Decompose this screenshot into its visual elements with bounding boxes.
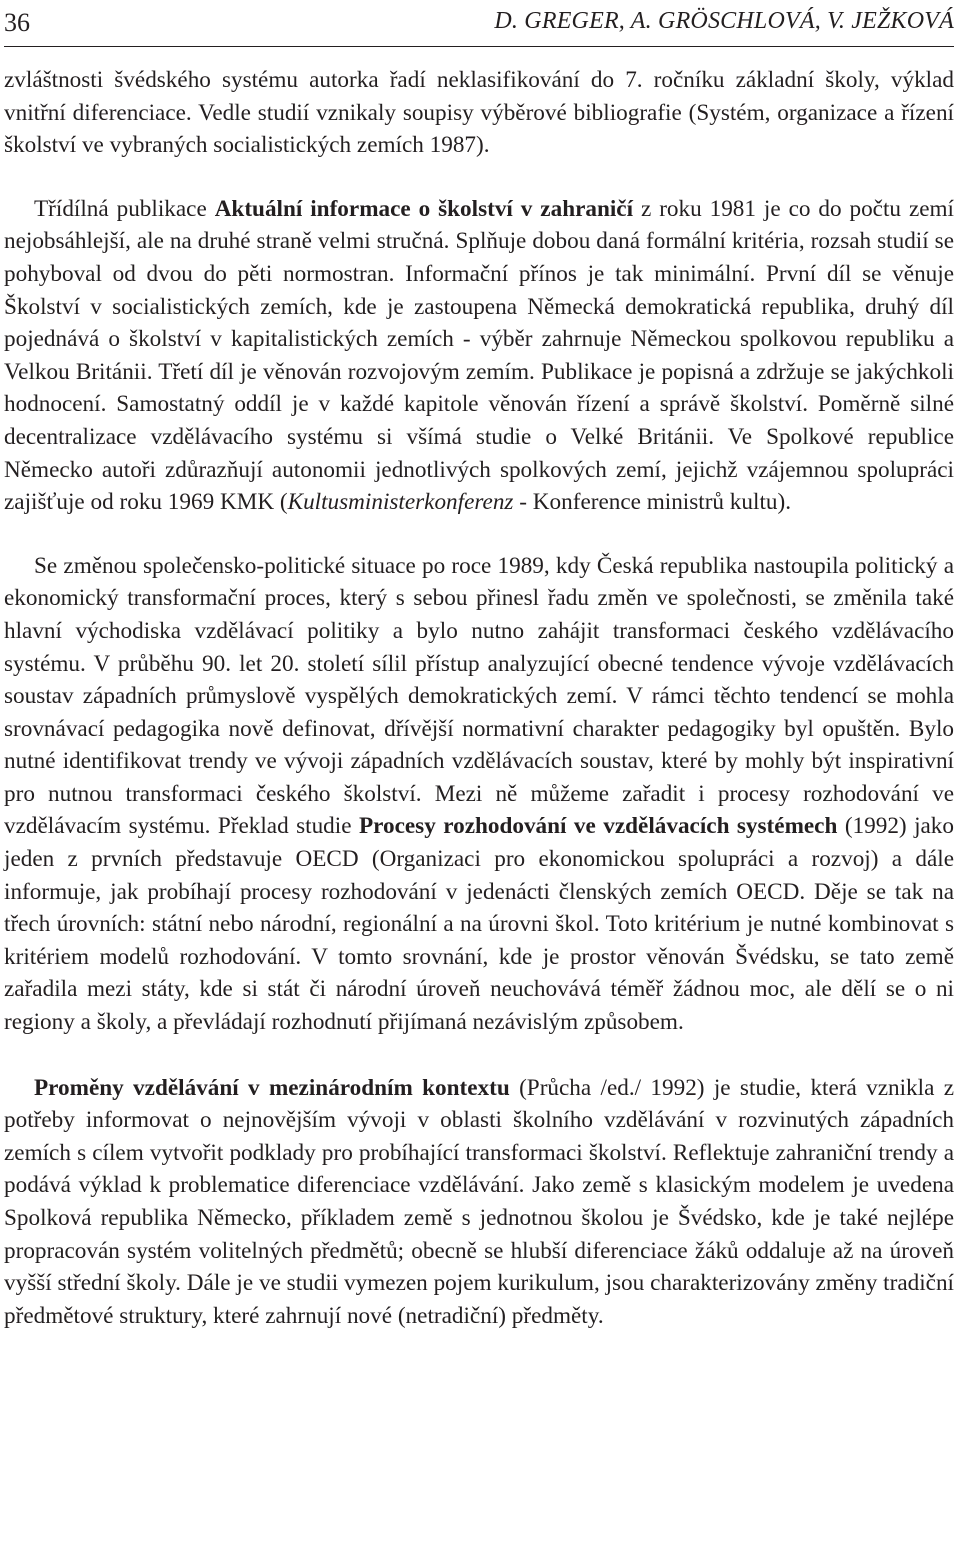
publication-title: Procesy rozhodování ve vzdělávacích systémech <box>358 813 838 840</box>
paragraph-text: Třídílná publikace <box>34 195 215 222</box>
page-header <box>4 2 954 47</box>
paragraph-3 <box>4 550 954 1039</box>
page-number: 36 <box>4 8 30 37</box>
publication-title: Aktuální informace o školství v zahraničí <box>214 195 634 222</box>
paragraph-text: Se změnou společensko-politické situace po roce 1989, kdy Česká republika nastoupila politický a ekonomický transformační proces, který s sebou přinesl řadu změn ve společnosti, se změnila také hlavní východiska vzdělávací politiky a bylo nutno zahájit transformaci českého vzdělávacího systému. V průběhu 90. let 20. století sílil přístup analyzující obecné tendence vývoje vzdělávacích soustav západních průmyslově vyspělých demokratických zemí. V rámci těchto tendencí se mohla srovnávací pedagogika nově definovat, dřívější normativní charakter pedagogiky byl opuštěn. Bylo nutné identifikovat trendy ve vývoji západních vzdělávacích soustav, které by mohly být inspirativní pro nutnou transformaci českého školství. Mezi ně můžeme zařadit i procesy rozhodování ve vzdělávacím systému. Překlad studie <box>4 552 954 840</box>
running-head-authors: D. GREGER, A. GRÖSCHLOVÁ, V. JEŽKOVÁ <box>494 8 954 34</box>
paragraph-4 <box>4 1072 954 1333</box>
publication-title: Proměny vzdělávání v mezinárodním kontextu <box>34 1074 510 1101</box>
body-text <box>4 64 954 1332</box>
paragraph-1 <box>4 64 954 162</box>
paragraph-text: (Průcha /ed./ 1992) je studie, která vznikla z potřeby informovat o nejnovějším vývoji v oblasti školního vzdělávání v rozvinutých západních zemích s cílem vytvořit podklady pro probíhající transformaci školství. Reflektuje zahraniční trendy a podává výklad k problematice diferenciace vzdělávání. Jako země s klasickým modelem je uvedena Spolková republika Německo, příkladem země s jednotnou školou je Švédsko, kde je také nejlépe propracován systém volitelných předmětů; obecně se hlubší diferenciace žáků oddaluje až na úroveň vyšší střední školy. Dále je ve studii vymezen pojem kurikulum, jsou charakterizovány změny tradiční předmětové struktury, které zahrnují nové (netradiční) předměty. <box>4 1074 954 1329</box>
paragraph-text: z roku 1981 je co do počtu zemí nejobsáhlejší, ale na druhé straně velmi stručná. Splňuje dobou daná formální kritéria, rozsah studií se pohyboval od dvou do pěti normostran. Informační přínos je tak minimální. První díl se věnuje Školství v socialistických zemích, kde je zastoupena Německá demokratická republika, druhý díl pojednává o školství v kapitalistických zemích - výběr zahrnuje Německou spolkovou republiku a Velkou Británii. Třetí díl je věnován rozvojovým zemím. Publikace je popisná a zdržuje se jakýchkoli hodnocení. Samostatný oddíl je v každé kapitole věnován řízení a správě školství. Poměrně silné decentralizace vzdělávacího systému si všímá studie o Velké Británii. Ve Spolkové republice Německo autoři zdůrazňují autonomii jednotlivých spolkových zemí, jejichž vzájemnou spolupráci zajišťuje od roku 1969 KMK ( <box>4 195 955 516</box>
italic-term: Kultusministerkonferenz <box>287 489 514 516</box>
paragraph-text: - Konference ministrů kultu). <box>513 489 791 516</box>
paragraph-text: zvláštnosti švédského systému autorka řadí neklasifikování do 7. ročníku základní školy, výklad vnitřní diferenciace. Vedle studií vznikaly soupisy výběrové bibliografie (Systém, organizace a řízení školství ve vybraných socialistických zemích 1987). <box>4 67 954 159</box>
paragraph-text: (1992) jako jeden z prvních představuje OECD (Organizaci pro ekonomickou spolupráci a rozvoj) a dále informuje, jak probíhají procesy rozhodování v jedenácti členských zemích OECD. Děje se tak na třech úrovních: státní nebo národní, regionální a na úrovni škol. Toto kritérium je nutné kombinovat s kritériem modelů rozhodování. V tomto srovnání, kde je prostor věnován Švédsku, se tato země zařadila mezi státy, kde si stát či národní úroveň neuchovává téměř žádnou moc, ale dělí se o ni regiony a školy, a převládají rozhodnutí přijímaná nezávislým způsobem. <box>4 813 954 1036</box>
paragraph-2 <box>4 193 954 519</box>
